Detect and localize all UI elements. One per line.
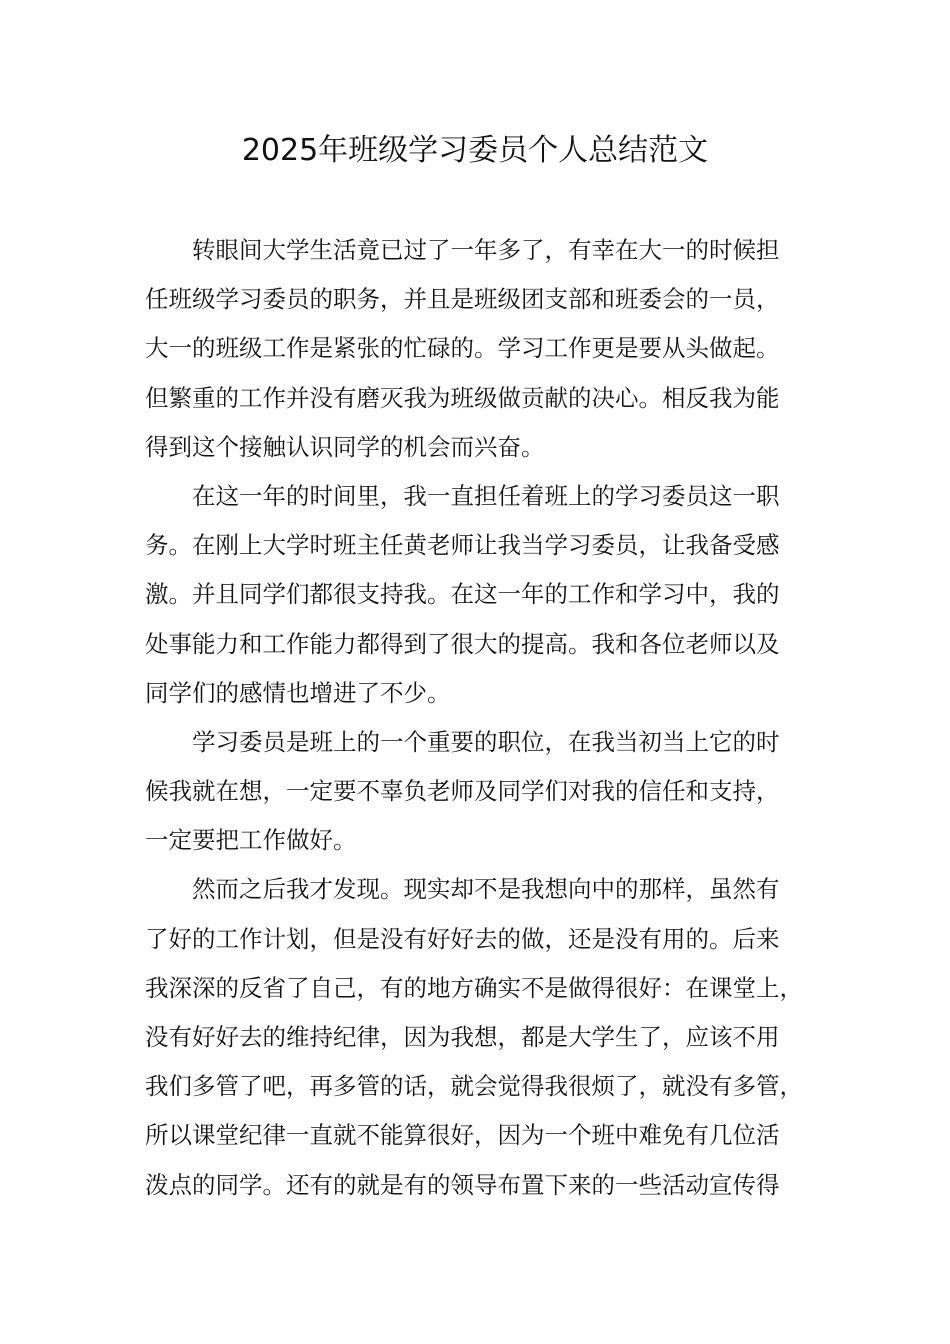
text-line: 务。在刚上大学时班主任黄老师让我当学习委员，让我备受感 [145,531,780,560]
text-line: 候我就在想，一定要不辜负老师及同学们对我的信任和支持， [145,777,780,806]
text-line: 泼点的同学。还有的就是有的领导布置下来的一些活动宣传得 [145,1170,780,1199]
text-line: 转眼间大学生活竟已过了一年多了，有幸在大一的时候担 [192,236,780,264]
text-line: 任班级学习委员的职务，并且是班级团支部和班委会的一员， [145,285,780,314]
text-line: 我们多管了吧，再多管的话，就会觉得我很烦了，就没有多管， [145,1072,803,1101]
text-line: 学习委员是班上的一个重要的职位，在我当初当上它的时 [192,727,780,756]
text-line: 在这一年的时间里，我一直担任着班上的学习委员这一职 [192,481,780,510]
document-title: 2025年班级学习委员个人总结范文 [241,133,709,168]
text-line: 大一的班级工作是紧张的忙碌的。学习工作更是要从头做起。 [145,334,780,363]
text-line: 一定要把工作做好。 [145,826,357,855]
text-line: 处事能力和工作能力都得到了很大的提高。我和各位老师以及 [145,629,780,658]
text-line: 没有好好去的维持纪律，因为我想，都是大学生了，应该不用 [145,1023,780,1051]
text-line: 激。并且同学们都很支持我。在这一年的工作和学习中，我的 [145,580,780,609]
text-line: 了好的工作计划，但是没有好好去的做，还是没有用的。后来 [145,924,780,953]
text-line: 所以课堂纪律一直就不能算很好，因为一个班中难免有几位活 [145,1121,780,1150]
text-line: 但繁重的工作并没有磨灭我为班级做贡献的决心。相反我为能 [145,383,780,412]
text-line: 得到这个接触认识同学的机会而兴奋。 [145,432,545,461]
text-line: 同学们的感情也增进了不少。 [145,678,451,707]
text-line: 我深深的反省了自己，有的地方确实不是做得很好：在课堂上， [145,973,803,1002]
document-body [145,226,835,1210]
text-line: 然而之后我才发现。现实却不是我想向中的那样，虽然有 [192,875,780,904]
